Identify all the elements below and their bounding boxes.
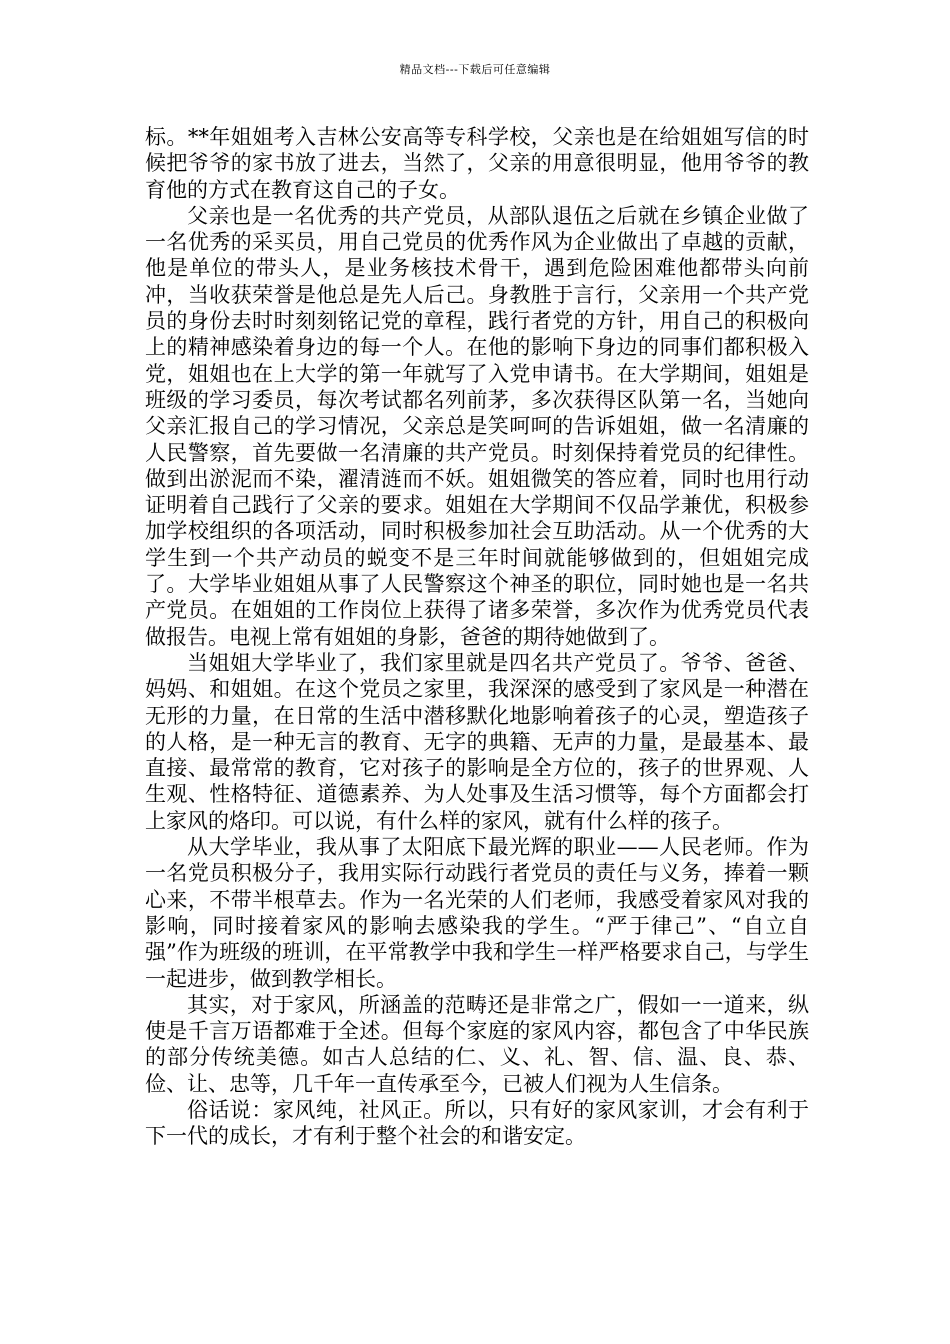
paragraph-2: 父亲也是一名优秀的共产党员，从部队退伍之后就在乡镇企业做了一名优秀的采买员，用自己党员的优秀作风为企业做出了卓越的贡献，他是单位的带头人，是业务核技术骨干，遇到危险困难他都带头向前冲，当收获荣誉是他总是先人后己。身教胜于言行，父亲用一个共产党员的身份去时时刻刻铭记党的章程，践行者党的方针，用自己的积极向上的精神感染着身边的每一个人。在他的影响下身边的同事们都积极入党，姐姐也在上大学的第一年就写了入党申请书。在大学期间，姐姐是班级的学习委员，每次考试都名列前茅，多次获得区队第一名，当她向父亲汇报自己的学习情况，父亲总是笑呵呵的告诉姐姐，做一名清廉的人民警察，首先要做一名清廉的共产党员。时刻保持着党员的纪律性。做到出淤泥而不染，濯清涟而不妖。姐姐微笑的答应着，同时也用行动证明着自己践行了父亲的要求。姐姐在大学期间不仅品学兼优，积极参加学校组织的各项活动，同时积极参加社会互助活动。从一个优秀的大学生到一个共产动员的蜕变不是三年时间就能够做到的，但姐姐完成了。大学毕业姐姐从事了人民警察这个神圣的职位，同时她也是一名共产党员。在姐姐的工作岗位上获得了诸多荣誉，多次作为优秀党员代表做报告。电视上常有姐姐的身影，爸爸的期待她做到了。 <box>145 203 809 649</box>
paragraph-4: 从大学毕业，我从事了太阳底下最光辉的职业——人民老师。作为一名党员积极分子，我用实际行动践行者党员的责任与义务，捧着一颗心来，不带半根草去。作为一名光荣的人们老师，我感受着家风对我的影响，同时接着家风的影响去感染我的学生。“严于律己”、“自立自强”作为班级的班训，在平常教学中我和学生一样严格要求自己，与学生一起进步，做到教学相长。 <box>145 835 809 991</box>
paragraph-1: 标。**年姐姐考入吉林公安高等专科学校，父亲也是在给姐姐写信的时候把爷爷的家书放了进去，当然了，父亲的用意很明显，他用爷爷的教育他的方式在教育这自己的子女。 <box>145 125 809 202</box>
page-header: 精品文档---下载后可任意编辑 <box>399 63 551 76</box>
document-body <box>145 124 809 1150</box>
paragraph-5: 其实，对于家风，所涵盖的范畴还是非常之广，假如一一道来，纵使是千言万语都难于全述。但每个家庭的家风内容，都包含了中华民族的部分传统美德。如古人总结的仁、义、礼、智、信、温、良、恭、俭、让、忠等，几千年一直传承至今，已被人们视为人生信条。 <box>145 992 809 1096</box>
paragraph-3: 当姐姐大学毕业了，我们家里就是四名共产党员了。爷爷、爸爸、妈妈、和姐姐。在这个党员之家里，我深深的感受到了家风是一种潜在无形的力量，在日常的生活中潜移默化地影响着孩子的心灵，塑造孩子的人格，是一种无言的教育、无字的典籍、无声的力量，是最基本、最直接、最常常的教育，它对孩子的影响是全方位的，孩子的世界观、人生观、性格特征、道德素养、为人处事及生活习惯等，每个方面都会打上家风的烙印。可以说，有什么样的家风，就有什么样的孩子。 <box>145 650 809 833</box>
paragraph-6: 俗话说：家风纯，社风正。所以，只有好的家风家训，才会有利于下一代的成长，才有利于整个社会的和谐安定。 <box>145 1097 809 1149</box>
